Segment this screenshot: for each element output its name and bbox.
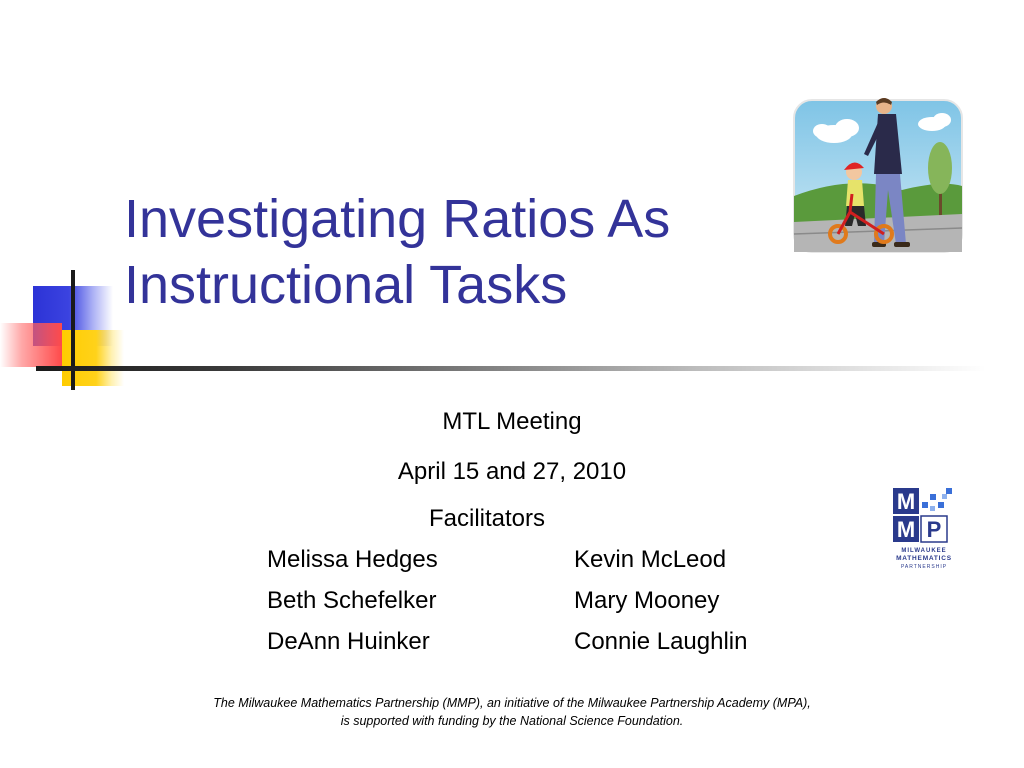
facilitators-heading: Facilitators <box>428 505 546 532</box>
funding-note-line-1: The Milwaukee Mathematics Partnership (MMP), an initiative of the Milwaukee Partnership Academy (MPA), <box>213 696 811 710</box>
logo-letter: M <box>896 517 916 542</box>
slide-title <box>124 186 784 318</box>
logo-text-line: Mathematics <box>896 555 952 562</box>
logo-text-line: Partnership <box>900 564 948 570</box>
logo-letter: M <box>896 489 916 514</box>
facilitator-name: Connie Laughlin <box>574 628 748 655</box>
decor-red-square <box>0 323 62 367</box>
facilitator-name: Melissa Hedges <box>267 546 438 573</box>
logo-text-line: Milwaukee <box>901 548 947 554</box>
decor-vertical-line <box>71 270 75 390</box>
title-line-1: Investigating Ratios As <box>124 189 671 249</box>
facilitator-name: Mary Mooney <box>574 587 720 614</box>
mmp-logo <box>886 486 962 572</box>
meeting-name: MTL Meeting <box>442 408 582 435</box>
facilitator-name: Beth Schefelker <box>267 587 437 614</box>
facilitator-name: Kevin McLeod <box>574 546 727 573</box>
facilitator-name: DeAnn Huinker <box>267 628 430 655</box>
title-divider-line <box>36 366 986 371</box>
title-line-2: Instructional Tasks <box>124 255 568 315</box>
parent-child-bike-clipart <box>792 94 964 260</box>
funding-note-line-2: is supported with funding by the National Science Foundation. <box>340 714 684 728</box>
meeting-dates: April 15 and 27, 2010 <box>397 458 627 485</box>
logo-letter: P <box>926 517 942 542</box>
